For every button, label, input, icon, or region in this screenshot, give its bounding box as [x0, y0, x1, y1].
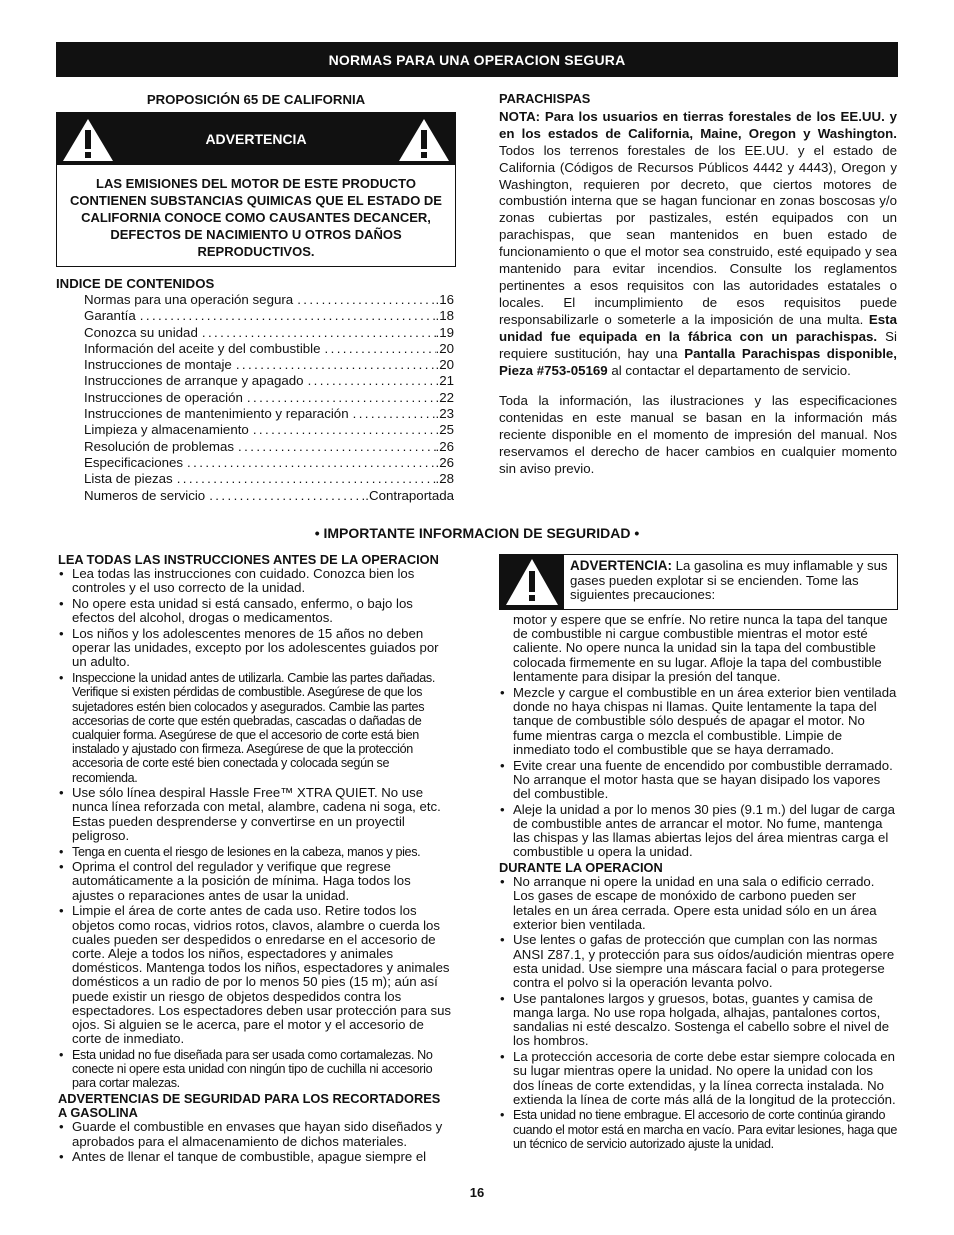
- toc-entry-page: .22: [435, 389, 454, 405]
- toc-entry-label: Garantía: [84, 308, 136, 324]
- toc-entry: [84, 373, 454, 389]
- left-safety-column: [58, 553, 452, 1166]
- bullet-item: • Esta unidad no tiene embrague. El accesorio de corte continúa girando cuando el motor está en marcha en vacío. Para evitar lesiones, haga que un técnico de servicio autorizado ajuste la unidad.: [499, 1108, 897, 1151]
- toc-entry: [84, 308, 454, 324]
- toc-entry-label: Numeros de servicio: [84, 487, 206, 503]
- toc-dot-leader: [325, 341, 436, 357]
- spark-factory-bold: Esta unidad fue equipada en la fábrica con un parachispas.: [499, 311, 897, 344]
- prop65-title: PROPOSICIÓN 65 DE CALIFORNIA: [146, 92, 366, 107]
- bullet-item: • Guarde el combustible en envases que hayan sido diseñados y aprobados para el almacenamiento de dichos materiales.: [58, 1120, 452, 1148]
- spark-part-bold: Pantalla Parachispas disponible, Pieza #753-05169: [499, 345, 897, 378]
- toc-dot-leader: [209, 488, 365, 504]
- toc-entry-label: Limpieza y almacenamiento: [84, 422, 249, 438]
- read-instructions-title: LEA TODAS LAS INSTRUCCIONES ANTES DE LA OPERACION: [58, 552, 439, 567]
- toc-entry-page: .16: [435, 292, 454, 307]
- bullet-item: • Esta unidad no fue diseñada para ser usada como cortamalezas. No conecte ni opere esta unidad con ningún tipo de cuchilla ni accesorio para cortar malezas.: [58, 1048, 452, 1091]
- warning-triangle-icon: [61, 117, 115, 163]
- toc-entry-label: Instrucciones de mantenimiento y reparación: [84, 406, 349, 422]
- toc-entry-page: .28: [435, 471, 454, 487]
- warning-triangle-icon: [500, 555, 564, 609]
- gasoline-warning-label: ADVERTENCIA:: [570, 558, 673, 573]
- during-operation-title: DURANTE LA OPERACION: [499, 859, 663, 875]
- toc-dot-leader: [238, 439, 435, 455]
- bullet-item: • La protección accesoria de corte debe estar siempre colocada en su lugar mientras opere la unidad. No opere la unidad con los dos líneas de corte extendidas, y la línea correcta instalada. No extienda la línea de corte más allá de la longitud de la protección.: [499, 1050, 897, 1107]
- bullet-item: • Use lentes o gafas de protección que cumplan con las normas ANSI Z87.1, y protección para sus oídos/audición mientras opere esta unidad. Use siempre una máscara facial o para protegerse contra el polvo si la operación levanta polvo.: [499, 933, 897, 990]
- toc-entry: [84, 390, 454, 406]
- gasoline-warning-icon-panel: [500, 555, 564, 609]
- fuel-precautions-list: [499, 686, 897, 859]
- gas-trimmer-warnings-title: ADVERTENCIAS DE SEGURIDAD PARA LOS RECORTADORES A GASOLINA: [58, 1091, 441, 1121]
- toc-entry-label: Instrucciones de operación: [84, 389, 243, 405]
- toc-entry-page: .26: [435, 454, 454, 470]
- section-header-title: NORMAS PARA UNA OPERACION SEGURA: [328, 51, 626, 68]
- toc-entry: [84, 292, 454, 308]
- toc-entry-page: .26: [435, 438, 454, 454]
- prop65-warning-box: [56, 112, 456, 267]
- toc-entry-label: Especificaciones: [84, 454, 184, 470]
- spark-replace-text: Si requiere sustitución, hay una: [499, 328, 897, 361]
- bullet-item: • Use pantalones largos y gruesos, botas, guantes y camisa de manga larga. No use ropa holgada, alhajas, pantalones cortos, sandalias ni esté descalzo. Sostenga el cabello sobre el nivel de los hombros.: [499, 992, 897, 1049]
- toc-entry: [84, 488, 454, 504]
- toc-entry: [84, 422, 454, 438]
- toc-dot-leader: [236, 357, 436, 373]
- toc-entry-page: .Contraportada: [365, 487, 454, 503]
- page-number: 16: [469, 1185, 485, 1200]
- toc-entry: [84, 357, 454, 373]
- bullet-item: • Limpie el área de corte antes de cada uso. Retire todos los objetos como rocas, vidrios rotos, clavos, alambre o cuerda los cuales pueden ser despedidos o enredarse en el accesorio de corte. Aleje a todos los niños, espectadores y animales domésticos. Mantenga todos los niños, espectadores y animales domésticos a un radio de por lo menos 50 pies (15 m); aún así puede existir un riesgo de objetos despedidos contra los espectadores. Los espectadores deben usar protección para sus ojos. Si alguien se le acerca, pare el motor y el accesorio de corte de inmediato.: [58, 904, 452, 1046]
- bullet-item: • Use sólo línea despiral Hassle Free™ XTRA QUIET. No use nunca línea reforzada con metal, alambre, cadena ni soga, etc. Estas pueden desprenderse y convertirse en un proyectil peligroso.: [58, 786, 452, 843]
- toc-title: INDICE DE CONTENIDOS: [56, 276, 215, 291]
- bullet-item: • Inspeccione la unidad antes de utilizarla. Cambie las partes dañadas. Verifique si existen pérdidas de combustible. Asegúrese de que los sujetadores estén bien colocados y asegurados. Cambie las partes accesorias de corte que estén quebradas, cascadas o dañadas de cualquier forma. Asegúrese de que el accesorio de corte está bien instalado y ajustado con firmeza. Asegúrese de que la protección accesoria de corte esté bien conectada y colocada según se recomienda.: [58, 671, 452, 785]
- toc-entry-label: Conozca su unidad: [84, 324, 198, 340]
- bullet-item: • Evite crear una fuente de encendido por combustible derramado. No arranque el motor hasta que se hayan disipado los vapores del combustible.: [499, 759, 897, 802]
- spark-note-text: Todos los terrenos forestales de los EE.UU. y el estado de California (Códigos de Recursos Públicos 4442 y 4443), Oregon y Washington, requieren por decreto, que ciertos motores de combustión interna que se hagan funcionar en zonas boscosas y/o zonas cubiertas por pastizales, estén equipados con un parachispas, que sean mantenidos en buen estado de funcionamiento o que el motor sea construido, esté equipado y sea mantenido para evitar incendios. Consulte los reglamentos pertinentes a esos requisitos con las autoridades estatales o locales. El incumplimiento de esos requisitos puede responsabilizarle o someterle a la imposición de una multa.: [499, 142, 897, 327]
- bullet-item: • Antes de llenar el tanque de combustible, apague siempre el: [58, 1150, 452, 1164]
- bullet-item: • Lea todas las instrucciones con cuidado. Conozca bien los controles y el uso correcto de la unidad.: [58, 567, 452, 595]
- table-of-contents: [84, 292, 454, 504]
- toc-entry-page: .23: [435, 406, 454, 422]
- right-safety-column: [499, 613, 897, 1153]
- gas-trimmer-warnings-list: [58, 1120, 452, 1164]
- read-instructions-list: [58, 567, 452, 1090]
- toc-entry-page: .21: [435, 373, 454, 389]
- prop65-warning-text: LAS EMISIONES DEL MOTOR DE ESTE PRODUCTO CONTIENEN SUBSTANCIAS QUIMICAS QUE EL ESTADO DE CALIFORNIA CONOCE COMO CAUSANTES DECANCER, DEFECTOS DE NACIMIENTO U OTROS DAÑOS REPRODUCTIVOS.: [70, 176, 442, 259]
- toc-dot-leader: [297, 292, 435, 308]
- section-header-bar: [56, 42, 898, 77]
- prop65-warning-band: [57, 113, 455, 165]
- toc-dot-leader: [187, 455, 435, 471]
- bullet-item: • Aleje la unidad a por lo menos 30 pies (9.1 m.) del lugar de carga de combustible antes de arrancar el motor. No fume, mantenga las chispas y las llamas abiertas lejos del área mientras carga el combustible u opera la unidad.: [499, 803, 897, 860]
- toc-entry: [84, 325, 454, 341]
- bullet-item: • Oprima el control del regulador y verifique que regrese automáticamente a la posición de mínima. Haga todos los ajustes o reparaciones antes de usar la unidad.: [58, 860, 452, 903]
- toc-entry-label: Instrucciones de montaje: [84, 357, 232, 373]
- toc-entry-label: Resolución de problemas: [84, 438, 235, 454]
- bullet-item: • Los niños y los adolescentes menores de 15 años no deben operar las unidades, excepto por los adolescentes guiados por un adulto.: [58, 627, 452, 670]
- toc-entry-label: Normas para una operación segura: [84, 292, 294, 307]
- toc-entry: [84, 406, 454, 422]
- spark-arrester-note: [499, 109, 897, 380]
- prop65-warning-label: ADVERTENCIA: [205, 131, 307, 147]
- toc-entry-page: .25: [435, 422, 454, 438]
- toc-entry-label: Instrucciones de arranque y apagado: [84, 373, 304, 389]
- toc-dot-leader: [253, 422, 436, 438]
- toc-dot-leader: [140, 308, 436, 324]
- toc-entry: [84, 439, 454, 455]
- toc-dot-leader: [177, 471, 436, 487]
- fuel-continued-text: motor y espere que se enfríe. No retire nunca la tapa del tanque de combustible ni cargue combustible mientras el motor esté caliente. No opere nunca la unidad sin la tapa del combustible colocada firmemente en su lugar. Afloje la tapa del combustible lentamente para disipar la presión del tanque.: [513, 612, 888, 684]
- gasoline-warning-text: [570, 559, 891, 603]
- spark-note-bold: NOTA: Para los usuarios en tierras forestales de los EE.UU. y en los estados de California, Maine, Oregon y Washington.: [499, 108, 897, 141]
- toc-entry: [84, 471, 454, 487]
- toc-dot-leader: [353, 406, 436, 422]
- toc-entry-label: Lista de piezas: [84, 471, 173, 487]
- toc-entry: [84, 341, 454, 357]
- toc-entry-page: .18: [435, 308, 454, 324]
- gasoline-warning-body: La gasolina es muy inflamable y sus gases pueden explotar si se encienden. Tome las siguientes precauciones:: [570, 558, 888, 602]
- bullet-item: • Mezcle y cargue el combustible en un área exterior bien ventilada donde no haya chispas ni llamas. Quite lentamente la tapa del tanque de combustible sólo después de apagar el motor. No fume mientras carga o mezcla el combustible. Limpie de inmediato todo el combustible que se haya derramado.: [499, 686, 897, 757]
- spark-arrester-title: PARACHISPAS: [499, 91, 591, 106]
- gasoline-warning-box: [499, 554, 898, 610]
- toc-dot-leader: [202, 325, 436, 341]
- toc-entry: [84, 455, 454, 471]
- toc-dot-leader: [308, 373, 436, 389]
- warning-triangle-icon: [397, 117, 451, 163]
- toc-entry-label: Información del aceite y del combustible: [84, 340, 321, 356]
- bullet-item: • No arranque ni opere la unidad en una sala o edificio cerrado. Los gases de escape de monóxido de carbono pueden ser letales en un área cerrada. Opere esta unidad sólo en un área exterior bien ventilada.: [499, 875, 897, 932]
- spark-arrester-section: [499, 91, 897, 478]
- toc-entry-page: .19: [435, 324, 454, 340]
- toc-dot-leader: [247, 390, 436, 406]
- important-safety-title: • IMPORTANTE INFORMACION DE SEGURIDAD •: [314, 525, 640, 541]
- info-disclaimer: Toda la información, las ilustraciones y las especificaciones contenidas en este manual se basan en la información más reciente disponible en el momento de impresión del manual. Nos reservamos el derecho de hacer cambios en cualquier momento sin aviso previo.: [499, 393, 897, 477]
- toc-entry-page: .20: [435, 357, 454, 373]
- bullet-item: • Tenga en cuenta el riesgo de lesiones en la cabeza, manos y pies.: [58, 845, 452, 859]
- bullet-item: • No opere esta unidad si está cansado, enfermo, o bajo los efectos del alcohol, drogas o medicamentos.: [58, 597, 452, 625]
- spark-replace-end: al contactar el departamento de servicio.: [607, 362, 851, 378]
- during-operation-list: [499, 875, 897, 1151]
- toc-entry-page: .20: [435, 340, 454, 356]
